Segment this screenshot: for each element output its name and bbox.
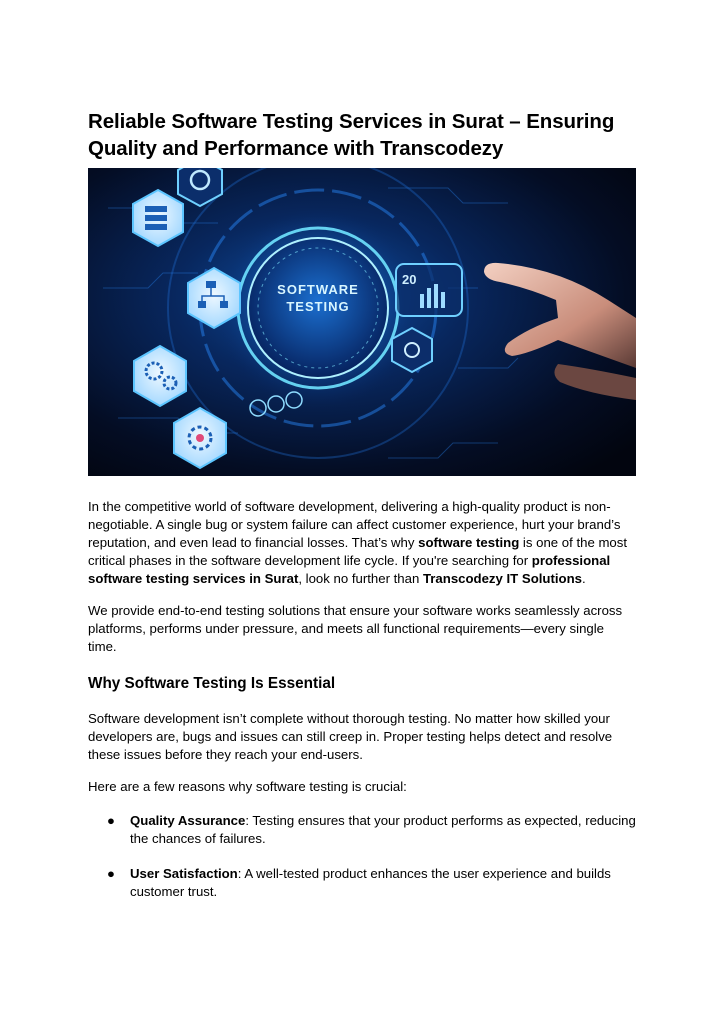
services-paragraph: We provide end-to-end testing solutions that ensure your software works seamlessly across platforms, performs under pressure, and meets all functional requirements—every single time. — [88, 603, 623, 654]
intro-bold-2: professional software testing services in Surat — [88, 553, 611, 586]
list-item — [88, 812, 636, 848]
bullet-icon: ● — [107, 813, 115, 828]
brain-hex-icon — [392, 328, 432, 372]
list-item-label: Quality Assurance — [130, 813, 246, 828]
chart-badge-icon — [396, 264, 462, 316]
intro-bold-1: software testing — [418, 535, 520, 550]
list-item-text: : A well-tested product enhances the user experience and builds customer trust. — [130, 866, 611, 899]
hero-center-text-line1: SOFTWARE — [277, 282, 359, 297]
intro-text-1: In the competitive world of software development, delivering a high-quality product is non-negotiable. A single bug or system failure can affect customer experience, hurt your brand’s reputation, and even lead to financial losses. That’s why — [88, 499, 621, 550]
intro-text-2: is one of the most critical phases in the software development life cycle. If you're searching for — [88, 535, 628, 568]
intro-paragraph — [88, 498, 636, 588]
intro-text-3: , look no further than — [298, 571, 423, 586]
hero-image — [88, 168, 636, 476]
page-title: Reliable Software Testing Services in Surat – Ensuring Quality and Performance with Transcodezy — [88, 110, 615, 160]
intro-text-4: . — [581, 571, 586, 586]
section-heading: Why Software Testing Is Essential — [88, 675, 336, 692]
testing-paragraph: Software development isn’t complete without thorough testing. No matter how skilled your developers are, bugs and issues can still creep in. Proper testing helps detect and resolve these issues before they reach your end-users. — [88, 711, 613, 762]
list-item-text: : Testing ensures that your product performs as expected, reducing the chances of failures. — [130, 813, 636, 846]
reasons-list — [88, 812, 636, 901]
list-item-label: User Satisfaction — [130, 866, 238, 881]
document-page — [88, 108, 636, 918]
hero-center-text-line2: TESTING — [286, 299, 350, 314]
reasons-intro: Here are a few reasons why software testing is crucial: — [88, 779, 407, 794]
list-item — [88, 865, 636, 901]
intro-bold-3: Transcodezy IT Solutions — [422, 571, 582, 586]
bullet-icon: ● — [107, 866, 115, 881]
badge-number: 20 — [402, 272, 417, 287]
